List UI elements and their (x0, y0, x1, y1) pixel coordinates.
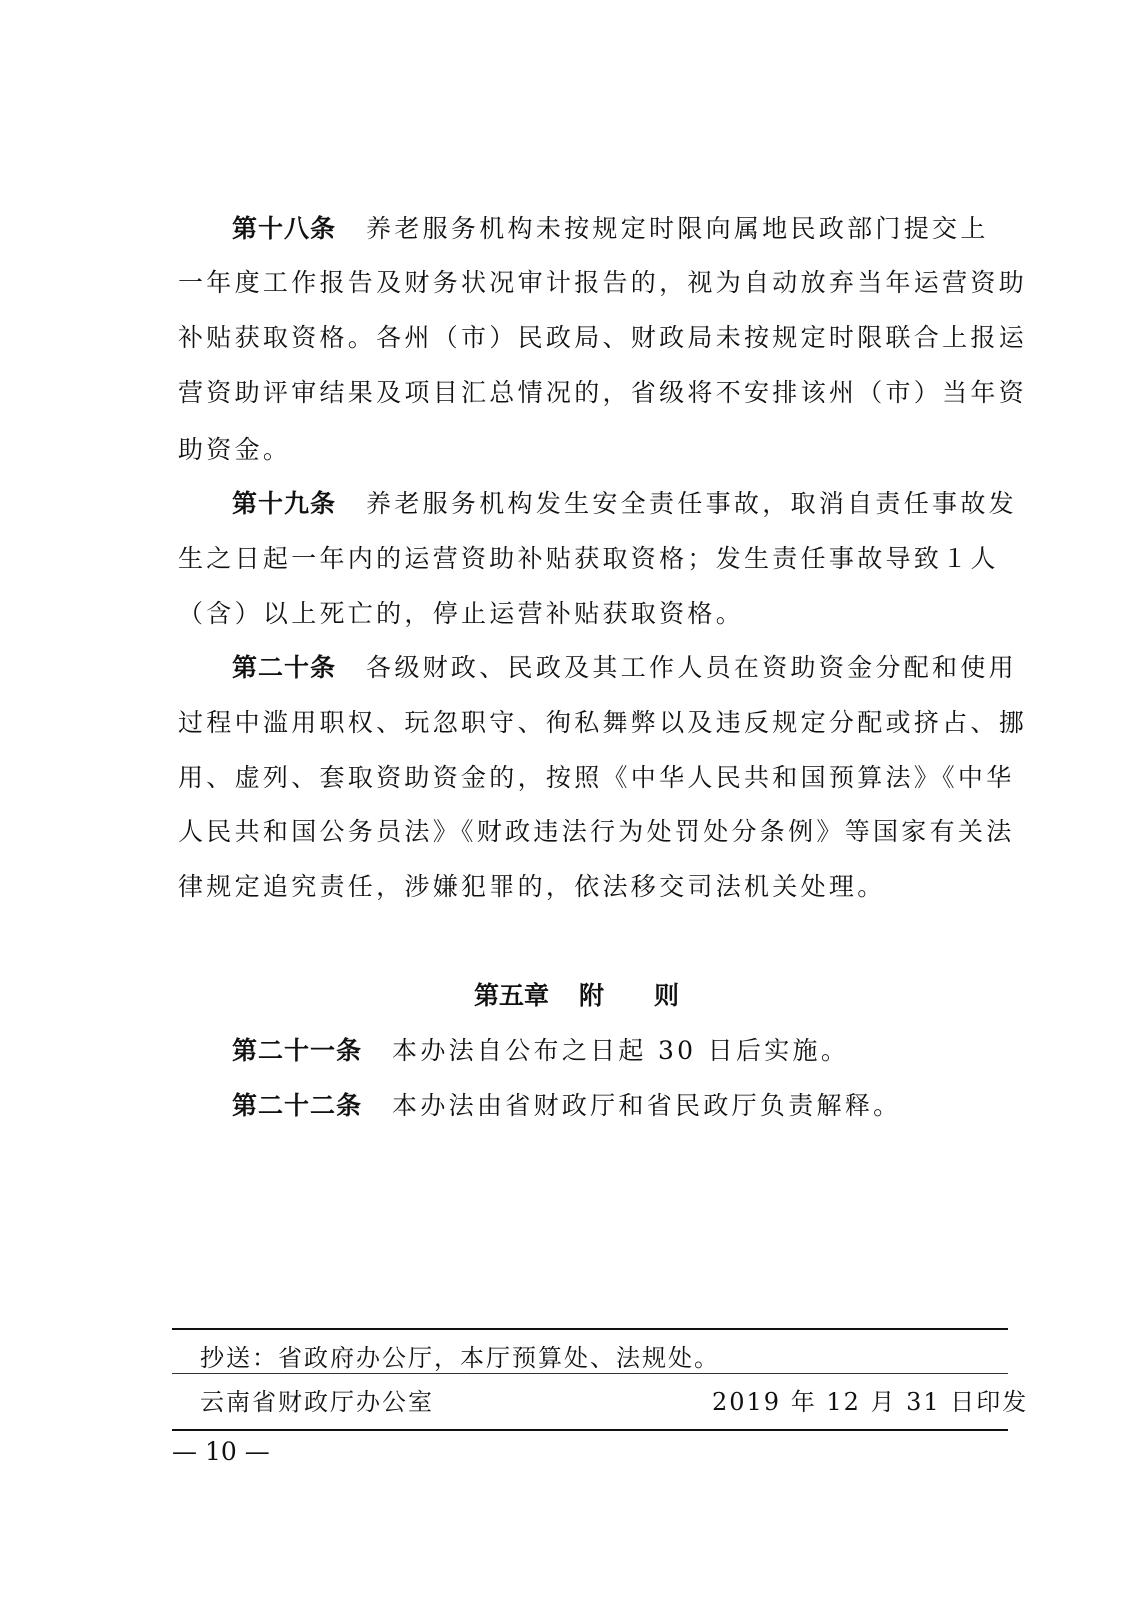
footer-top-rule (172, 1328, 1008, 1330)
issuer-office: 云南省财政厅办公室 (200, 1388, 434, 1416)
chapter-heading (474, 980, 729, 1012)
article-18-line-2: 一年度工作报告及财务状况审计报告的，视为自动放弃当年运营资助 (178, 268, 1028, 297)
article-22-text: 本办法由省财政厅和省民政厅负责解释。 (392, 1091, 902, 1120)
article-20-line-4: 人民共和国公务员法》《财政违法行为处罚处分条例》等国家有关法 (178, 817, 1015, 846)
article-18-line-3: 补贴获取资格。各州（市）民政局、财政局未按规定时限联合上报运 (178, 323, 1028, 352)
article-20-text: 各级财政、民政及其工作人员在资助资金分配和使用 (366, 653, 1017, 682)
article-22-label: 第二十二条 (232, 1091, 363, 1120)
article-19-line-1 (232, 488, 1017, 520)
issue-date: 2019 年 12 月 31 日印发 (712, 1388, 1029, 1416)
article-19-label: 第十九条 (232, 489, 337, 518)
article-18-label: 第十八条 (232, 214, 337, 243)
footer-bottom-rule (172, 1429, 1008, 1431)
cc-line: 抄送：省政府办公厅，本厅预算处、法规处。 (200, 1344, 720, 1372)
article-20-line-2: 过程中滥用职权、玩忽职守、徇私舞弊以及违反规定分配或挤占、挪 (178, 708, 1028, 737)
chapter-title: 附则 (579, 981, 730, 1010)
article-18-line-1 (232, 213, 1012, 245)
article-20-line-1 (232, 652, 1017, 684)
article-20-label: 第二十条 (232, 653, 337, 682)
article-22 (232, 1090, 1012, 1122)
page-number: — 10 — (172, 1437, 270, 1466)
article-18-line-5: 助资金。 (178, 435, 292, 464)
article-21-label: 第二十一条 (232, 1036, 363, 1065)
chapter-number: 第五章 (474, 981, 550, 1010)
article-21 (232, 1035, 1012, 1067)
article-19-line-3: （含）以上死亡的，停止运营补贴获取资格。 (178, 599, 745, 628)
article-19-text: 养老服务机构发生安全责任事故，取消自责任事故发 (366, 489, 1017, 518)
article-18-line-4: 营资助评审结果及项目汇总情况的，省级将不安排该州（市）当年资 (178, 378, 1028, 407)
article-21-text: 本办法自公布之日起 30 日后实施。 (392, 1036, 850, 1065)
footer-middle-rule (172, 1373, 1008, 1374)
article-19-line-2: 生之日起一年内的运营资助补贴获取资格；发生责任事故导致１人 (178, 544, 999, 573)
article-20-line-3: 用、虚列、套取资助资金的，按照《中华人民共和国预算法》《中华 (178, 763, 1015, 792)
article-18-text: 养老服务机构未按规定时限向属地民政部门提交上 (366, 214, 989, 243)
article-20-line-5: 律规定追究责任，涉嫌犯罪的，依法移交司法机关处理。 (178, 872, 886, 901)
